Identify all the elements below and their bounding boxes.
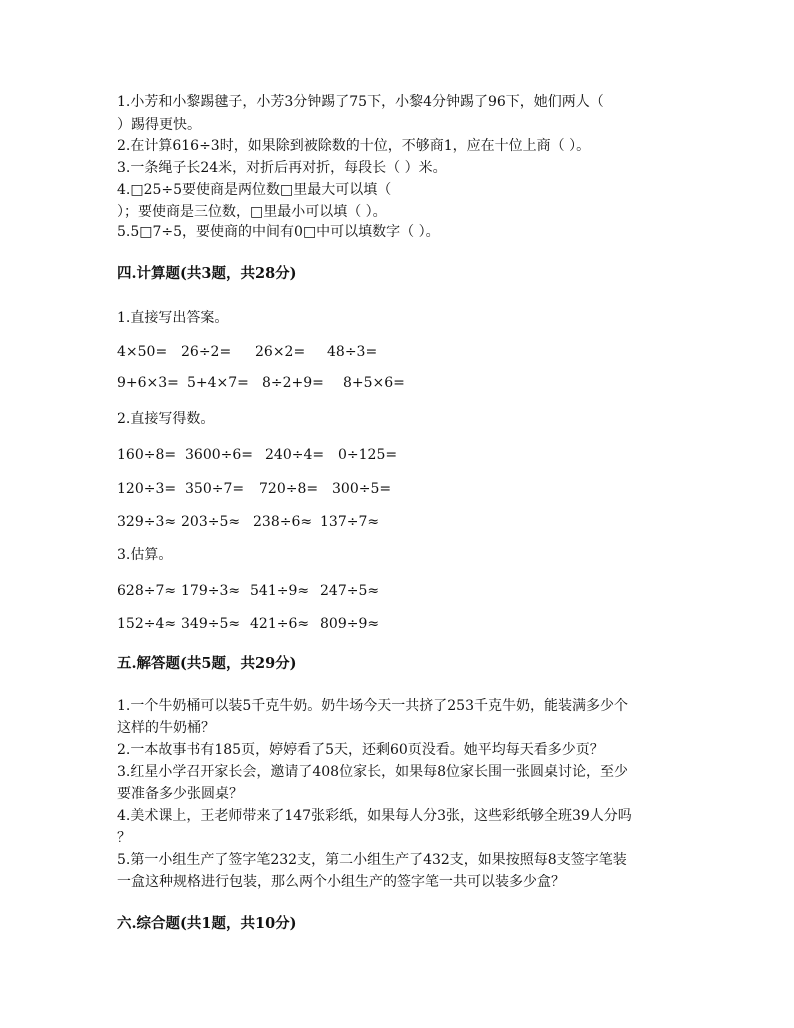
expr: 137÷7≈ <box>320 514 380 530</box>
s4-p1-title: 1.直接写出答案。 <box>117 310 229 326</box>
s4-p2-row3 <box>117 513 717 531</box>
s5-q1-line2: 这样的牛奶桶？ <box>117 720 215 736</box>
expr: 329÷3≈ <box>117 514 177 530</box>
expr: 240÷4= <box>265 447 325 463</box>
fill-q1-line2: ）踢得更快。 <box>117 117 201 133</box>
expr: 48÷3= <box>327 344 378 360</box>
s4-p3-title: 3.估算。 <box>117 547 173 563</box>
expr: 9+6×3= <box>117 375 179 391</box>
expr: 3600÷6= <box>185 447 253 463</box>
expr: 4×50= <box>117 344 168 360</box>
fill-q4-line2: ）；要使商是三位数，□里最小可以填（ ）。 <box>117 204 387 220</box>
section-4-heading: 四.计算题(共3题，共28分) <box>117 265 297 282</box>
expr: 5+4×7= <box>187 375 249 391</box>
section-5-heading: 五.解答题(共5题，共29分) <box>117 655 297 672</box>
expr: 160÷8= <box>117 447 177 463</box>
fill-q5: 5.5□7÷5，要使商的中间有0□中可以填数字（ ）。 <box>117 224 440 240</box>
expr: 179÷3≈ <box>181 583 241 599</box>
s5-q2: 2.一本故事书有185页，婷婷看了5天，还剩60页没看。她平均每天看多少页？ <box>117 742 604 758</box>
s4-p2-row2 <box>117 480 717 498</box>
expr: 120÷3= <box>117 481 177 497</box>
s5-q4-line1: 4.美术课上，王老师带来了147张彩纸，如果每人分3张，这些彩纸够全班39人分吗 <box>117 808 632 824</box>
fill-q1-line1: 1.小芳和小黎踢毽子，小芳3分钟踢了75下，小黎4分钟踢了96下，她们两人（ <box>117 94 604 110</box>
expr: 541÷9≈ <box>250 583 310 599</box>
s5-q3-line1: 3.红星小学召开家长会，邀请了408位家长，如果每8位家长围一张圆桌讨论，至少 <box>117 764 628 780</box>
expr: 247÷5≈ <box>320 583 380 599</box>
expr: 8÷2+9= <box>262 375 324 391</box>
expr: 8+5×6= <box>343 375 405 391</box>
expr: 26×2= <box>255 344 306 360</box>
expr: 349÷5≈ <box>181 616 241 632</box>
fill-q3: 3.一条绳子长24米，对折后再对折，每段长（ ）米。 <box>117 160 447 176</box>
s4-p3-row2 <box>117 615 717 633</box>
s4-p1-row2 <box>117 374 717 392</box>
expr: 300÷5= <box>332 481 392 497</box>
s5-q1-line1: 1.一个牛奶桶可以装5千克牛奶。奶牛场今天一共挤了253千克牛奶，能装满多少个 <box>117 698 628 714</box>
s5-q5-line2: 一盒这种规格进行包装，那么两个小组生产的签字笔一共可以装多少盒？ <box>117 874 565 890</box>
s5-q3-line2: 要准备多少张圆桌？ <box>117 786 243 802</box>
expr: 238÷6≈ <box>253 514 313 530</box>
expr: 26÷2= <box>181 344 232 360</box>
expr: 720÷8= <box>259 481 319 497</box>
expr: 350÷7= <box>185 481 245 497</box>
s4-p2-row1 <box>117 446 717 464</box>
fill-q2: 2.在计算616÷3时，如果除到被除数的十位，不够商1，应在十位上商（ ）。 <box>117 138 591 154</box>
expr: 203÷5≈ <box>181 514 241 530</box>
expr: 628÷7≈ <box>117 583 177 599</box>
s5-q4-line2: ？ <box>117 830 131 846</box>
s4-p3-row1 <box>117 582 717 600</box>
expr: 421÷6≈ <box>250 616 310 632</box>
s5-q5-line1: 5.第一小组生产了签字笔232支，第二小组生产了432支，如果按照每8支签字笔装 <box>117 852 627 868</box>
section-6-heading: 六.综合题(共1题，共10分) <box>117 915 297 932</box>
expr: 152÷4≈ <box>117 616 177 632</box>
s4-p1-row1 <box>117 343 717 361</box>
s4-p2-title: 2.直接写得数。 <box>117 411 215 427</box>
expr: 0÷125= <box>338 447 398 463</box>
expr: 809÷9≈ <box>320 616 380 632</box>
fill-q4-line1: 4.□25÷5要使商是两位数□里最大可以填（ <box>117 182 392 198</box>
